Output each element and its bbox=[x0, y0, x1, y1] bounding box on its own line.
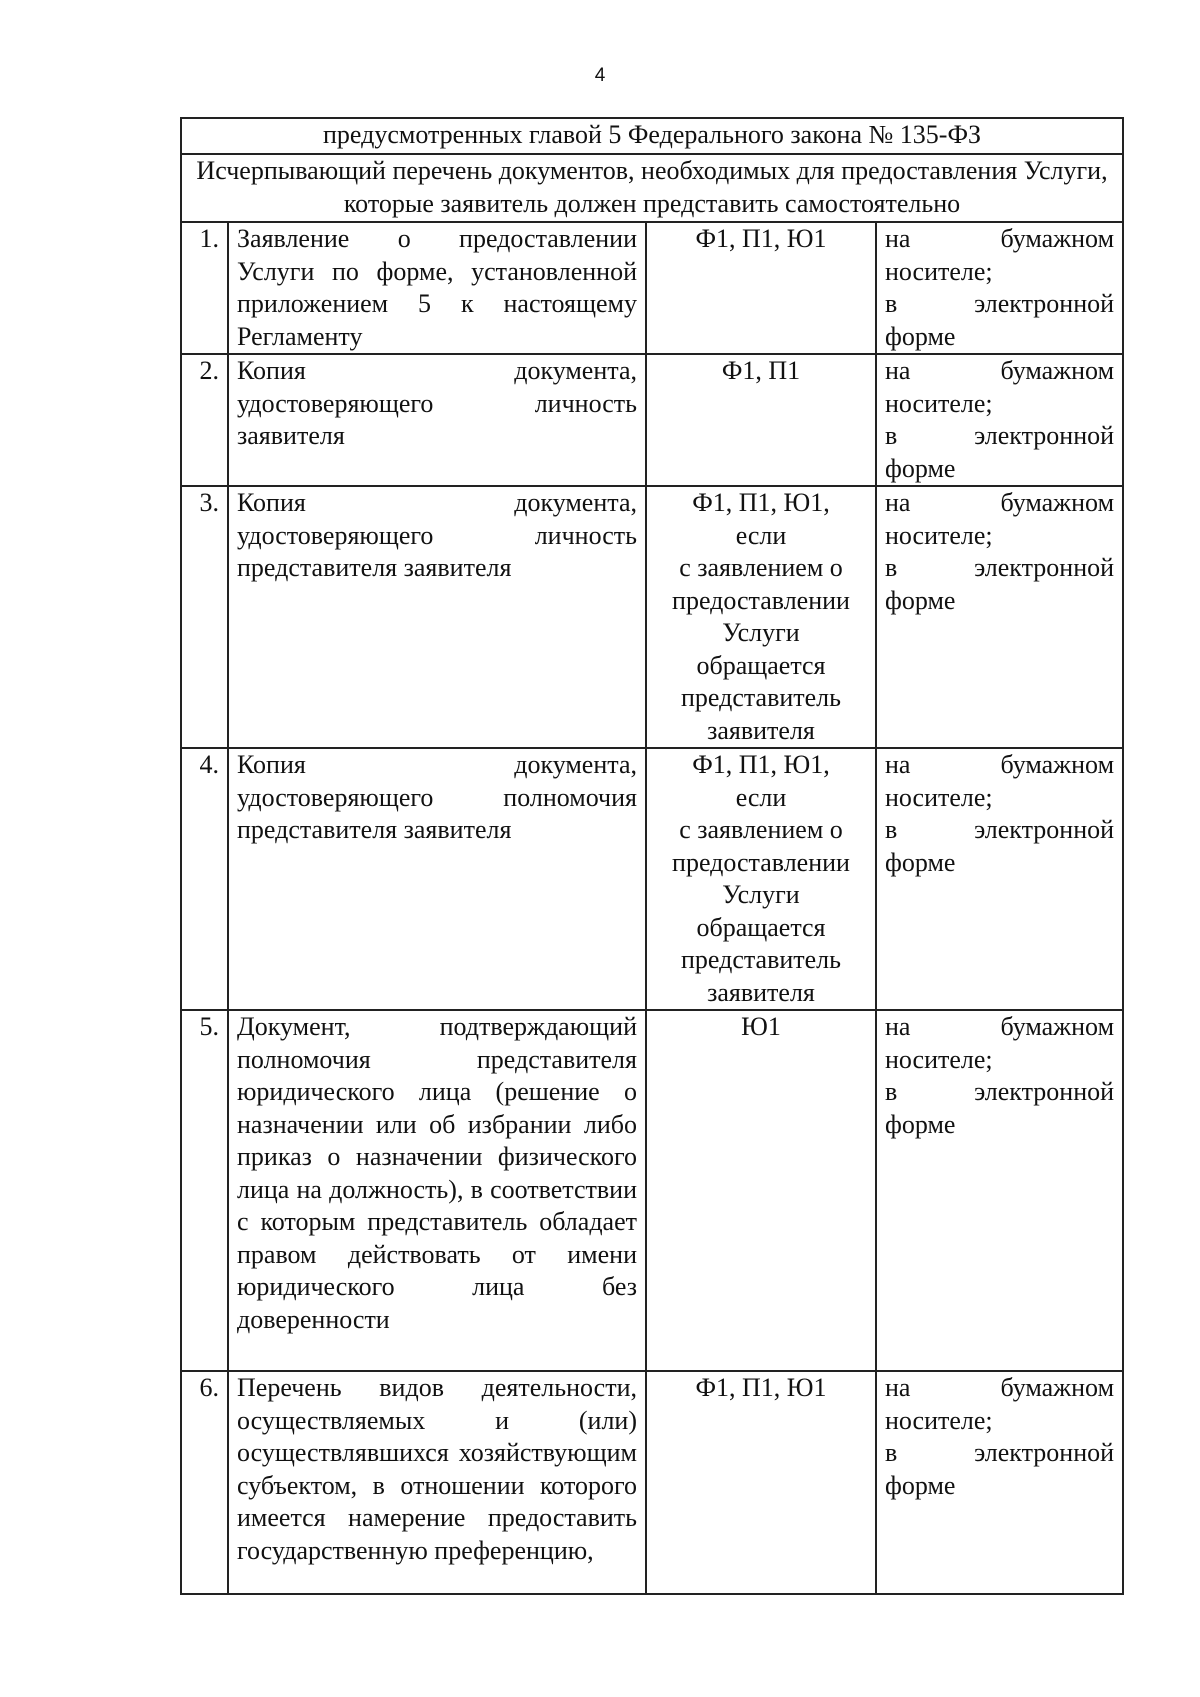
submission-format bbox=[876, 1371, 1123, 1594]
format-line: на бумажном bbox=[885, 750, 1115, 779]
applicants-line: Ф1, П1, Ю1, bbox=[692, 750, 830, 779]
submission-format bbox=[876, 748, 1123, 1010]
applicants-line: предоставлении bbox=[672, 847, 850, 877]
format-line: на бумажном bbox=[885, 224, 1115, 253]
format-line: форме bbox=[885, 453, 956, 483]
format-line: на бумажном bbox=[885, 356, 1115, 385]
document-name: Заявление о предоставлении Услуги по форме, установленной приложением 5 к настоящему Регламенту bbox=[228, 222, 646, 354]
format-line: в электронной bbox=[885, 1438, 1115, 1467]
applicants-line: предоставлении bbox=[672, 585, 850, 615]
applicants-line: с заявлением о bbox=[679, 553, 843, 582]
format-line: в электронной bbox=[885, 289, 1115, 318]
row-number: 1. bbox=[181, 222, 228, 354]
applicants-line: если bbox=[735, 782, 787, 812]
document-name: Копия документа, удостоверяющего личность заявителя bbox=[228, 354, 646, 486]
format-line: носителе; bbox=[885, 388, 993, 418]
format-line: форме bbox=[885, 585, 956, 615]
applicants-line: если bbox=[735, 520, 787, 550]
format-line: в электронной bbox=[885, 1077, 1115, 1106]
applicants-line: представитель bbox=[680, 945, 842, 974]
applicants-line: Ф1, П1, Ю1 bbox=[695, 224, 827, 253]
format-line: форме bbox=[885, 1470, 956, 1500]
format-line: форме bbox=[885, 1109, 956, 1139]
submission-format bbox=[876, 486, 1123, 748]
applicants-line: Услуги bbox=[722, 618, 800, 647]
applicants-line: Ю1 bbox=[741, 1012, 781, 1041]
format-line: носителе; bbox=[885, 256, 993, 286]
document-name: Копия документа, удостоверяющего полномочия представителя заявителя bbox=[228, 748, 646, 1010]
table-row bbox=[181, 486, 1123, 748]
applicant-categories bbox=[646, 748, 876, 1010]
table-row bbox=[181, 748, 1123, 1010]
page-number: 4 bbox=[594, 65, 606, 86]
applicants-line: представитель bbox=[680, 683, 842, 712]
table-row bbox=[181, 354, 1123, 486]
format-line: в электронной bbox=[885, 815, 1115, 844]
section-header-row bbox=[181, 154, 1123, 222]
format-line: в электронной bbox=[885, 421, 1115, 450]
applicants-line: Услуги bbox=[722, 880, 800, 909]
format-line: форме bbox=[885, 321, 956, 351]
continued-header-text: предусмотренных главой 5 Федерального закона № 135-ФЗ bbox=[181, 118, 1123, 154]
format-line: в электронной bbox=[885, 553, 1115, 582]
applicant-categories bbox=[646, 222, 876, 354]
submission-format bbox=[876, 222, 1123, 354]
applicant-categories bbox=[646, 354, 876, 486]
section-header-text: Исчерпывающий перечень документов, необходимых для предоставления Услуги, которые заявитель должен представить самостоятельно bbox=[181, 154, 1123, 222]
applicants-line: обращается bbox=[696, 912, 826, 942]
format-line: форме bbox=[885, 847, 956, 877]
continued-header-row bbox=[181, 118, 1123, 154]
submission-format bbox=[876, 354, 1123, 486]
applicants-line: Ф1, П1 bbox=[721, 356, 801, 385]
format-line: носителе; bbox=[885, 520, 993, 550]
applicant-categories bbox=[646, 1010, 876, 1371]
table-row bbox=[181, 222, 1123, 354]
table-row bbox=[181, 1010, 1123, 1371]
applicants-line: обращается bbox=[696, 650, 826, 680]
applicants-line: заявителя bbox=[707, 977, 815, 1007]
submission-format bbox=[876, 1010, 1123, 1371]
row-number: 5. bbox=[181, 1010, 228, 1371]
format-line: носителе; bbox=[885, 1405, 993, 1435]
row-number: 4. bbox=[181, 748, 228, 1010]
document-name: Документ, подтверждающий полномочия представителя юридического лица (решение о назначении или об избрании либо приказ о назначении физического лица на должность), в соответствии с которым представитель обладает правом действовать от имени юридического лица без доверенности bbox=[228, 1010, 646, 1371]
applicants-line: Ф1, П1, Ю1 bbox=[695, 1373, 827, 1402]
format-line: на бумажном bbox=[885, 1012, 1115, 1041]
documents-table bbox=[180, 117, 1124, 1595]
format-line: носителе; bbox=[885, 782, 993, 812]
row-number: 3. bbox=[181, 486, 228, 748]
document-name: Копия документа, удостоверяющего личность представителя заявителя bbox=[228, 486, 646, 748]
format-line: на бумажном bbox=[885, 1373, 1115, 1402]
format-line: на бумажном bbox=[885, 488, 1115, 517]
applicants-line: с заявлением о bbox=[679, 815, 843, 844]
row-number: 2. bbox=[181, 354, 228, 486]
document-name: Перечень видов деятельности, осуществляемых и (или) осуществлявшихся хозяйствующим субъектом, в отношении которого имеется намерение предоставить государственную преференцию, bbox=[228, 1371, 646, 1594]
applicant-categories bbox=[646, 486, 876, 748]
applicants-line: заявителя bbox=[707, 715, 815, 745]
applicants-line: Ф1, П1, Ю1, bbox=[692, 488, 830, 517]
table-row bbox=[181, 1371, 1123, 1594]
format-line: носителе; bbox=[885, 1044, 993, 1074]
row-number: 6. bbox=[181, 1371, 228, 1594]
applicant-categories bbox=[646, 1371, 876, 1594]
